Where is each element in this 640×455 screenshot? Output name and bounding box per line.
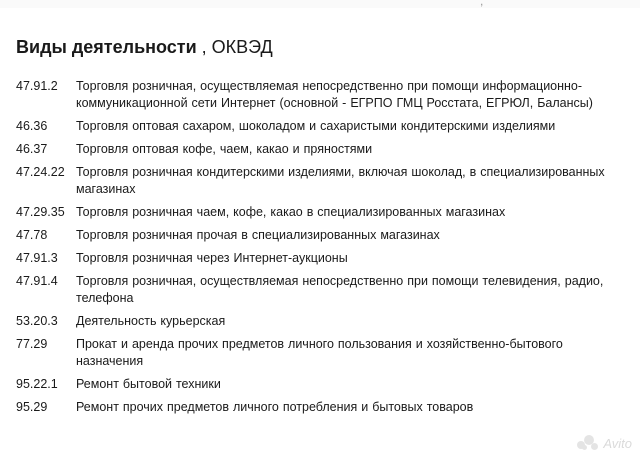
activity-row (16, 78, 626, 112)
okved-code: 46.37 (16, 142, 48, 156)
section-subtitle: ОКВЭД (211, 37, 273, 57)
okved-code: 95.22.1 (16, 377, 58, 391)
activity-description: Торговля розничная кондитерскими изделиями, включая шоколад, в специализированных магазинах (76, 165, 605, 196)
activity-row (16, 336, 626, 370)
activity-row (16, 376, 626, 393)
activity-row (16, 313, 626, 330)
okved-code: 47.91.3 (16, 251, 58, 265)
okved-code: 47.91.2 (16, 79, 58, 93)
okved-code: 53.20.3 (16, 314, 58, 328)
activity-description: Торговля розничная, осуществляемая непосредственно при помощи информационно-коммуникационной сети Интернет (основной - ЕГРПО ГМЦ Росстата, ЕГРЮЛ, Балансы) (76, 79, 593, 110)
activity-row (16, 273, 626, 307)
activity-row (16, 227, 626, 244)
activity-row (16, 164, 626, 198)
activity-list (16, 78, 626, 422)
activity-description: Ремонт бытовой техники (76, 377, 221, 391)
activity-row (16, 118, 626, 135)
activity-row (16, 204, 626, 221)
okved-code: 77.29 (16, 337, 48, 351)
activity-description: Торговля розничная чаем, кофе, какао в специализированных магазинах (76, 205, 506, 219)
activity-row (16, 141, 626, 158)
activity-row (16, 250, 626, 267)
okved-code: 46.36 (16, 119, 48, 133)
activity-description: Деятельность курьерская (76, 314, 226, 328)
section-heading (16, 36, 273, 58)
okved-code: 95.29 (16, 400, 48, 414)
activity-description: Ремонт прочих предметов личного потребления и бытовых товаров (76, 400, 474, 414)
activity-description: Торговля розничная через Интернет-аукционы (76, 251, 348, 265)
watermark (577, 435, 632, 451)
okved-code: 47.91.4 (16, 274, 58, 288)
heading-separator: , (196, 37, 212, 57)
avito-logo-icon (577, 435, 599, 451)
watermark-text: Avito (603, 435, 632, 451)
activity-description: Прокат и аренда прочих предметов личного пользования и хозяйственно-бытового назначения (76, 337, 563, 368)
okved-code: 47.24.22 (16, 165, 65, 179)
activity-row (16, 399, 626, 416)
okved-code: 47.29.35 (16, 205, 65, 219)
okved-code: 47.78 (16, 228, 48, 242)
activity-description: Торговля оптовая кофе, чаем, какао и пряностями (76, 142, 373, 156)
activity-description: Торговля розничная, осуществляемая непосредственно при помощи телевидения, радио, телефона (76, 274, 604, 305)
cropped-glyph: , (480, 0, 484, 8)
section-title: Виды деятельности (16, 37, 197, 57)
activity-description: Торговля оптовая сахаром, шоколадом и сахаристыми кондитерскими изделиями (76, 119, 556, 133)
top-strip (0, 0, 640, 8)
activity-description: Торговля розничная прочая в специализированных магазинах (76, 228, 440, 242)
